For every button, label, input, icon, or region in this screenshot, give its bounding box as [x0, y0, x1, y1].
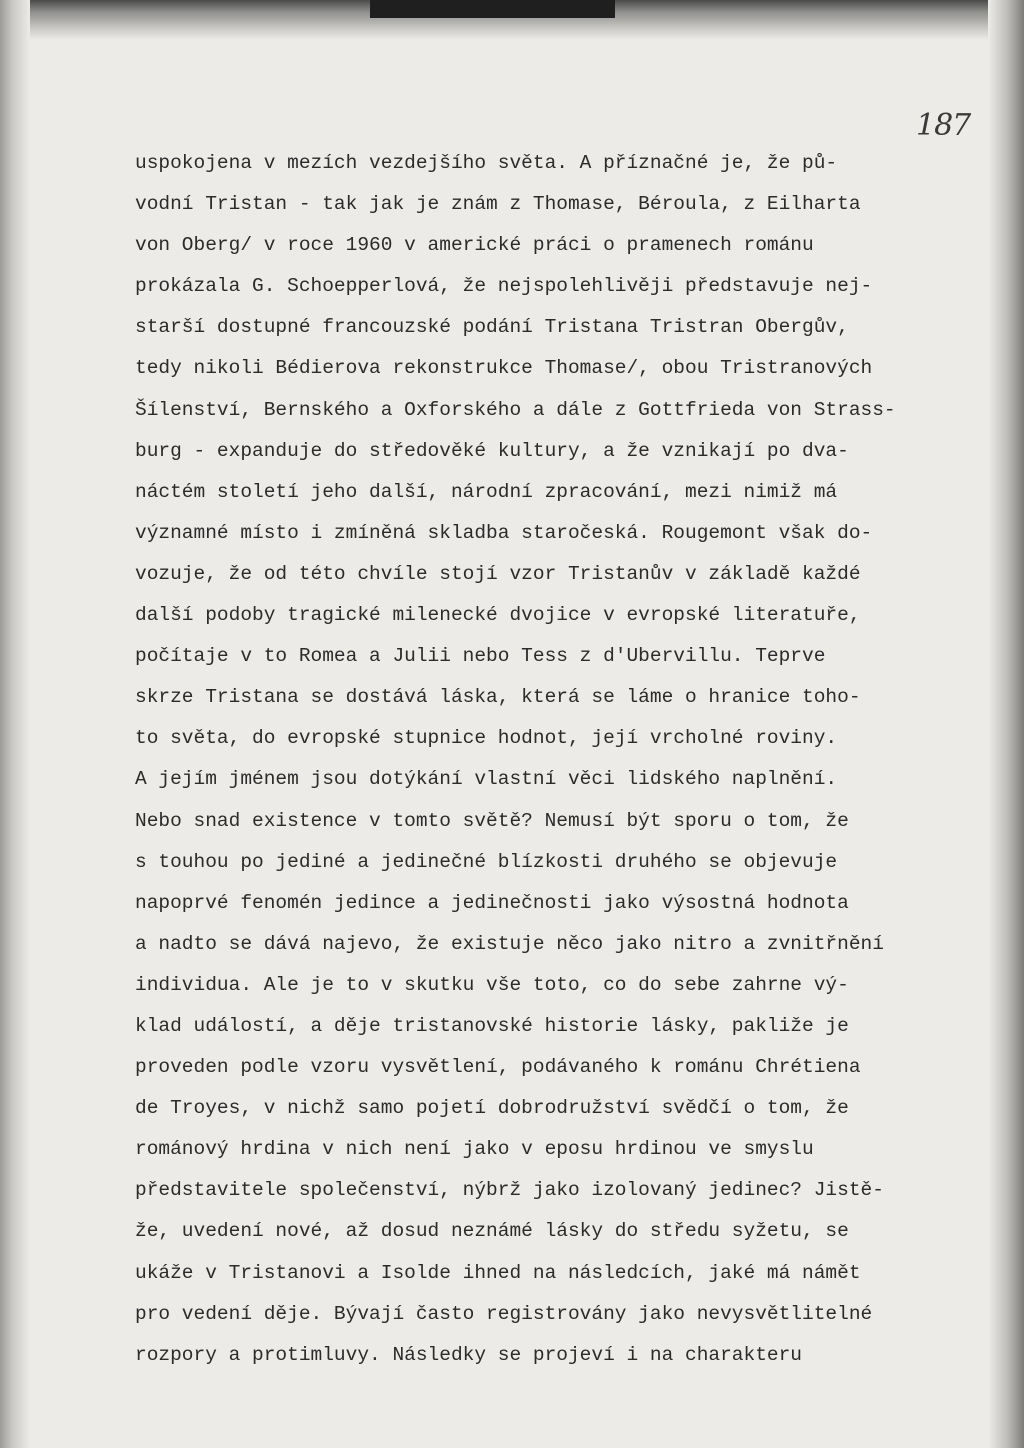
text-line: napoprvé fenomén jedince a jedinečnosti jako výsostná hodnota: [135, 891, 849, 914]
text-line: prokázala G. Schoepperlová, že nejspolehlivěji představuje nej-: [135, 275, 873, 298]
text-line: individua. Ale je to v skutku vše toto, co do sebe zahrne vý-: [135, 973, 849, 996]
text-line: že, uvedení nové, až dosud neznámé lásky do středu syžetu, se: [135, 1220, 849, 1243]
text-line: náctém století jeho další, národní zpracování, mezi nimiž má: [135, 480, 838, 503]
text-line: s touhou po jediné a jedinečné blízkosti druhého se objevuje: [135, 850, 838, 873]
text-line: významné místo i zmíněná skladba staročeská. Rougemont však do-: [135, 521, 873, 544]
text-line: von Oberg/ v roce 1960 v americké práci o pramenech románu: [135, 234, 814, 257]
text-line: de Troyes, v nichž samo pojetí dobrodružství svědčí o tom, že: [135, 1097, 849, 1120]
text-line: A jejím jménem jsou dotýkání vlastní věci lidského naplnění.: [135, 768, 838, 791]
text-line: další podoby tragické milenecké dvojice v evropské literatuře,: [135, 604, 861, 627]
scan-top-dark-band: [370, 0, 615, 18]
handwritten-page-number: 187: [916, 108, 971, 143]
typewritten-text: [135, 143, 925, 1376]
text-line: klad událostí, a děje tristanovské historie lásky, pakliže je: [135, 1014, 849, 1037]
text-line: Nebo snad existence v tomto světě? Nemusí být sporu o tom, že: [135, 809, 849, 832]
text-line: ukáže v Tristanovi a Isolde ihned na následcích, jaké má námět: [135, 1261, 861, 1284]
text-line: skrze Tristana se dostává láska, která se láme o hranice toho-: [135, 686, 861, 709]
text-line: vozuje, že od této chvíle stojí vzor Tristanův v základě každé: [135, 562, 861, 585]
text-line: tedy nikoli Bédierova rekonstrukce Thomase/, obou Tristranových: [135, 357, 873, 380]
text-line: Šílenství, Bernského a Oxforského a dále z Gottfrieda von Strass-: [135, 398, 896, 421]
text-line: to světa, do evropské stupnice hodnot, její vrcholné roviny.: [135, 727, 838, 750]
text-line: představitele společenství, nýbrž jako izolovaný jedinec? Jistě-: [135, 1179, 884, 1202]
text-line: románový hrdina v nich není jako v eposu hrdinou ve smyslu: [135, 1138, 814, 1161]
text-line: uspokojena v mezích vezdejšího světa. A příznačné je, že pů-: [135, 152, 838, 174]
text-line: a nadto se dává najevo, že existuje něco jako nitro a zvnitřnění: [135, 932, 884, 955]
scan-right-edge: [988, 0, 1024, 1448]
text-line: počítaje v to Romea a Julii nebo Tess z d'Ubervillu. Teprve: [135, 645, 826, 668]
text-line: pro vedení děje. Bývají často registrovány jako nevysvětlitelné: [135, 1302, 873, 1325]
text-line: burg - expanduje do středověké kultury, a že vznikají po dva-: [135, 439, 849, 462]
text-line: rozpory a protimluvy. Následky se projeví i na charakteru: [135, 1343, 803, 1366]
text-line: starší dostupné francouzské podání Tristana Tristran Obergův,: [135, 316, 849, 339]
scan-left-edge: [0, 0, 30, 1448]
text-line: vodní Tristan - tak jak je znám z Thomase, Béroula, z Eilharta: [135, 193, 861, 216]
text-line: proveden podle vzoru vysvětlení, podávaného k románu Chrétiena: [135, 1056, 861, 1079]
